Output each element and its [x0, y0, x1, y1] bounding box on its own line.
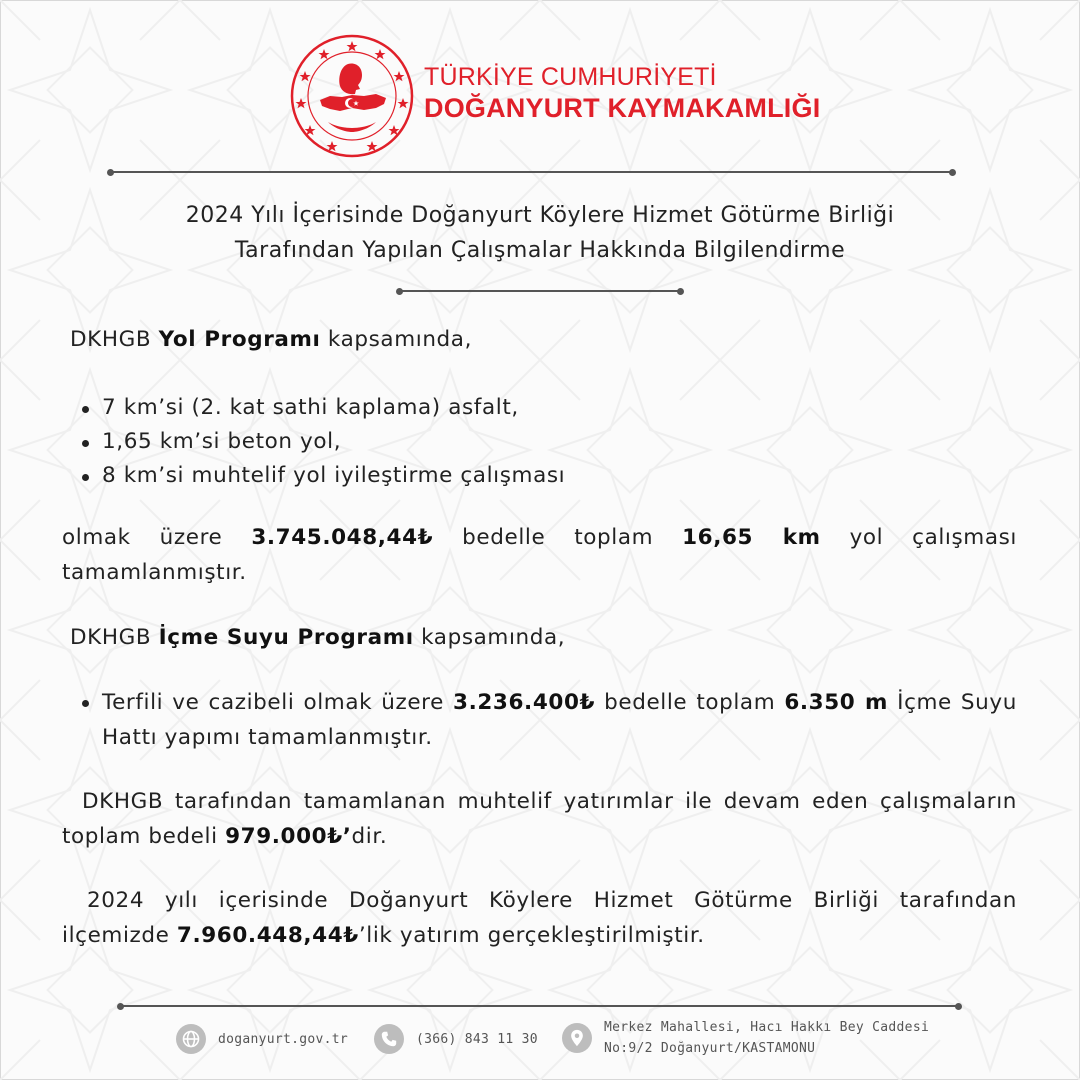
road-program-name: Yol Programı: [158, 327, 321, 352]
top-divider-dot-left: [107, 169, 114, 176]
water-program-name: İçme Suyu Programı: [158, 625, 414, 650]
water-intro-prefix: DKHGB: [70, 625, 159, 650]
address-text: [604, 1017, 929, 1059]
list-item: 8 km’si muhtelif yol iyileştirme çalışması: [62, 459, 1017, 493]
top-divider-dot-right: [949, 169, 956, 176]
title-divider-dot-right: [677, 288, 684, 295]
globe-icon: [176, 1024, 206, 1054]
water-item-suffix: İçme Suyu Hattı yapımı tamamlanmıştır.: [102, 690, 1017, 750]
water-item-prefix: Terfili ve cazibeli olmak üzere: [102, 690, 454, 715]
title-line-2: Tarafından Yapılan Çalışmalar Hakkında Bilgilendirme: [234, 238, 846, 263]
bottom-divider-dot-right: [955, 1003, 962, 1010]
road-program-summary: [62, 520, 1017, 590]
top-divider: [110, 171, 954, 173]
title-divider-dot-left: [396, 288, 403, 295]
page-title: [60, 198, 1020, 268]
water-intro-suffix: kapsamında,: [413, 625, 566, 650]
list-item: 1,65 km’si beton yol,: [62, 425, 1017, 459]
org-line-office: DOĞANYURT KAYMAKAMLIĞI: [424, 93, 821, 123]
other-suffix: dir.: [351, 824, 388, 849]
total-prefix: 2024 yılı içerisinde Doğanyurt Köylere Hizmet Götürme Birliği tarafından ilçemizde: [62, 888, 1017, 948]
road-program-list: [62, 391, 1017, 493]
location-pin-icon: [562, 1023, 592, 1053]
road-summary-middle: bedelle toplam: [433, 525, 683, 550]
website-text[interactable]: doganyurt.gov.tr: [218, 1031, 349, 1047]
title-divider: [399, 290, 681, 292]
road-total-cost: 3.745.048,44₺: [251, 525, 434, 550]
organization-name: [424, 62, 820, 124]
total-investment-paragraph: [62, 883, 1017, 953]
road-intro-suffix: kapsamında,: [320, 327, 473, 352]
road-program-intro: [70, 322, 472, 357]
list-item: [62, 685, 1017, 755]
other-total-cost: 979.000₺’: [225, 824, 352, 849]
other-prefix: DKHGB tarafından tamamlanan muhtelif yatırımlar ile devam eden çalışmaların toplam bedeli: [62, 789, 1017, 849]
grand-total-cost: 7.960.448,44₺: [176, 923, 359, 948]
address-line-1: Merkez Mahallesi, Hacı Hakkı Bey Caddesi: [604, 1020, 930, 1035]
phone-icon: [374, 1024, 404, 1054]
water-total-cost: 3.236.400₺: [453, 690, 596, 715]
footer-address: [562, 1017, 929, 1059]
road-summary-prefix: olmak üzere: [62, 525, 252, 550]
footer-phone[interactable]: [374, 1024, 538, 1054]
road-intro-prefix: DKHGB: [70, 327, 159, 352]
water-program-list: [62, 685, 1017, 755]
road-total-length: 16,65 km: [682, 525, 821, 550]
phone-text[interactable]: (366) 843 11 30: [416, 1031, 538, 1047]
water-program-intro: [70, 620, 565, 655]
kaymakamlik-seal-logo: [290, 34, 414, 158]
org-line-country: TÜRKİYE CUMHURİYETİ: [424, 63, 717, 91]
bottom-divider-dot-left: [117, 1003, 124, 1010]
road-summary-suffix: yol çalışması tamamlanmıştır.: [62, 525, 1017, 585]
list-item: 7 km’si (2. kat sathi kaplama) asfalt,: [62, 391, 1017, 425]
water-item-middle: bedelle toplam: [595, 690, 785, 715]
other-investments-paragraph: [62, 784, 1017, 854]
bottom-divider: [120, 1005, 960, 1007]
title-line-1: 2024 Yılı İçerisinde Doğanyurt Köylere Hizmet Götürme Birliği: [185, 203, 895, 228]
footer-website[interactable]: [176, 1024, 348, 1054]
total-suffix: ’lik yatırım gerçekleştirilmiştir.: [358, 923, 705, 948]
water-total-length: 6.350 m: [784, 690, 889, 715]
address-line-2: No:9/2 Doğanyurt/KASTAMONU: [604, 1041, 816, 1056]
